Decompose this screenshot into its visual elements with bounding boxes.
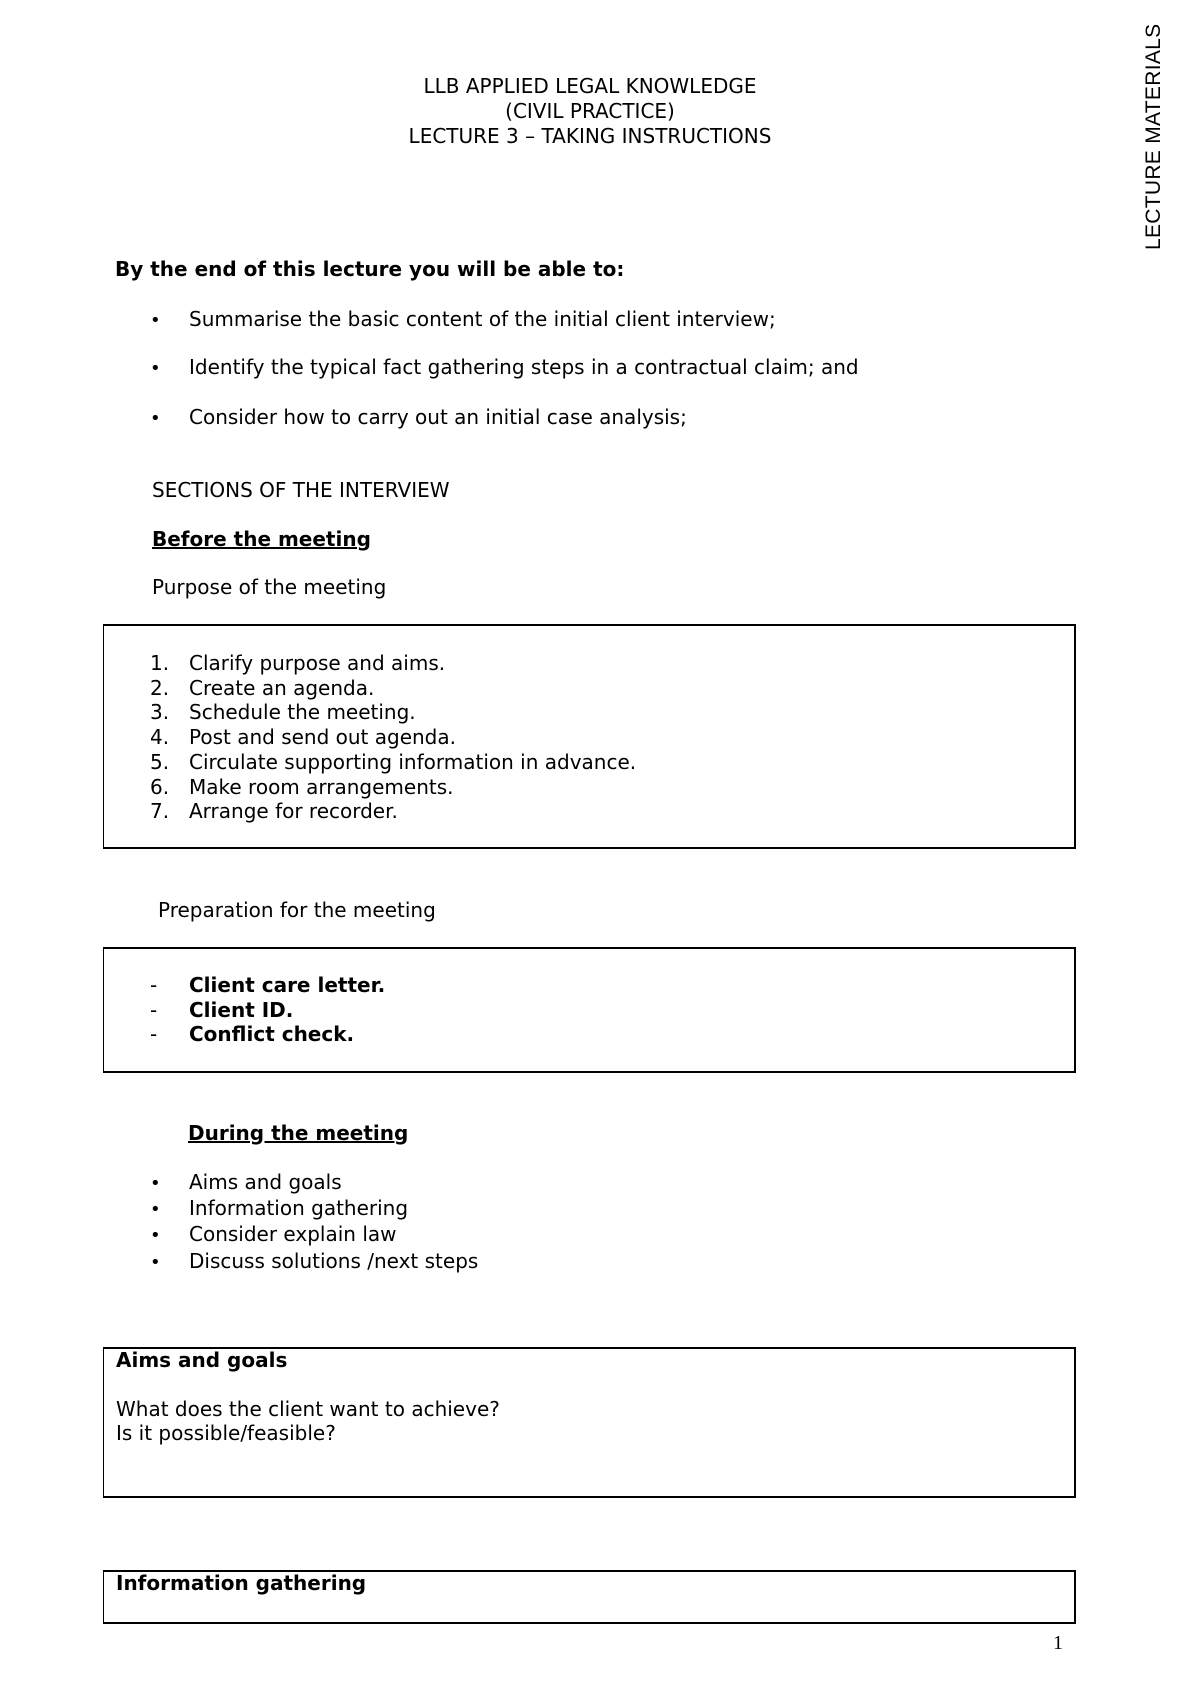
during-item [150, 1196, 408, 1220]
header-title-line3: LECTURE 3 – TAKING INSTRUCTIONS [408, 124, 772, 148]
objective-item [150, 405, 687, 429]
step-number: 7. [150, 799, 170, 823]
page-number: 1 [1053, 1632, 1063, 1654]
objective-item [150, 307, 776, 331]
purpose-step [150, 750, 636, 774]
objective-text: Consider how to carry out an initial case analysis; [189, 405, 687, 429]
during-text: Discuss solutions /next steps [189, 1249, 479, 1273]
purpose-step [150, 725, 456, 749]
purpose-step [150, 799, 398, 823]
purpose-step [150, 700, 416, 724]
objectives-heading: By the end of this lecture you will be able to: [115, 257, 625, 281]
purpose-step [150, 651, 445, 675]
step-text: Clarify purpose and aims. [189, 651, 446, 675]
preparation-item [150, 973, 385, 997]
step-text: Circulate supporting information in advance. [189, 750, 637, 774]
dash-icon: - [150, 1022, 158, 1046]
bullet-icon: • [150, 1199, 161, 1220]
step-number: 1. [150, 651, 170, 675]
objective-text: Summarise the basic content of the initial client interview; [189, 307, 776, 331]
step-text: Schedule the meeting. [189, 700, 416, 724]
sections-heading: SECTIONS OF THE INTERVIEW [152, 478, 450, 502]
step-number: 5. [150, 750, 170, 774]
objective-item [150, 355, 859, 379]
during-meeting-heading: During the meeting [188, 1121, 409, 1145]
step-number: 2. [150, 676, 170, 700]
purpose-label: Purpose of the meeting [152, 575, 387, 599]
header-title-line2: (CIVIL PRACTICE) [505, 99, 675, 123]
bullet-icon: • [150, 1173, 161, 1194]
information-gathering-title: Information gathering [116, 1571, 367, 1595]
purpose-step [150, 676, 374, 700]
bullet-icon: • [150, 310, 161, 331]
dash-icon: - [150, 973, 158, 997]
step-text: Create an agenda. [189, 676, 375, 700]
step-number: 3. [150, 700, 170, 724]
preparation-item [150, 998, 293, 1022]
during-item [150, 1170, 342, 1194]
objective-text: Identify the typical fact gathering steps in a contractual claim; and [189, 355, 859, 379]
step-text: Post and send out agenda. [189, 725, 456, 749]
during-text: Consider explain law [189, 1222, 397, 1246]
dash-icon: - [150, 998, 158, 1022]
during-item [150, 1249, 478, 1273]
aims-goals-line1: What does the client want to achieve? [116, 1397, 500, 1421]
during-text: Aims and goals [189, 1170, 342, 1194]
side-label-lecture-materials: LECTURE MATERIALS [1142, 23, 1165, 250]
during-text: Information gathering [189, 1196, 409, 1220]
bullet-icon: • [150, 358, 161, 379]
step-text: Make room arrangements. [189, 775, 454, 799]
aims-goals-title: Aims and goals [116, 1348, 288, 1372]
preparation-text: Conflict check. [189, 1022, 355, 1046]
preparation-item [150, 1022, 354, 1046]
preparation-label: Preparation for the meeting [158, 898, 436, 922]
header-title-line1: LLB APPLIED LEGAL KNOWLEDGE [423, 74, 757, 98]
preparation-text: Client care letter. [189, 973, 386, 997]
before-meeting-heading: Before the meeting [152, 527, 371, 551]
bullet-icon: • [150, 1225, 161, 1246]
bullet-icon: • [150, 408, 161, 429]
bullet-icon: • [150, 1252, 161, 1273]
during-item [150, 1222, 397, 1246]
step-text: Arrange for recorder. [189, 799, 398, 823]
aims-goals-line2: Is it possible/feasible? [116, 1421, 336, 1445]
preparation-text: Client ID. [189, 998, 294, 1022]
purpose-step [150, 775, 454, 799]
step-number: 4. [150, 725, 170, 749]
step-number: 6. [150, 775, 170, 799]
